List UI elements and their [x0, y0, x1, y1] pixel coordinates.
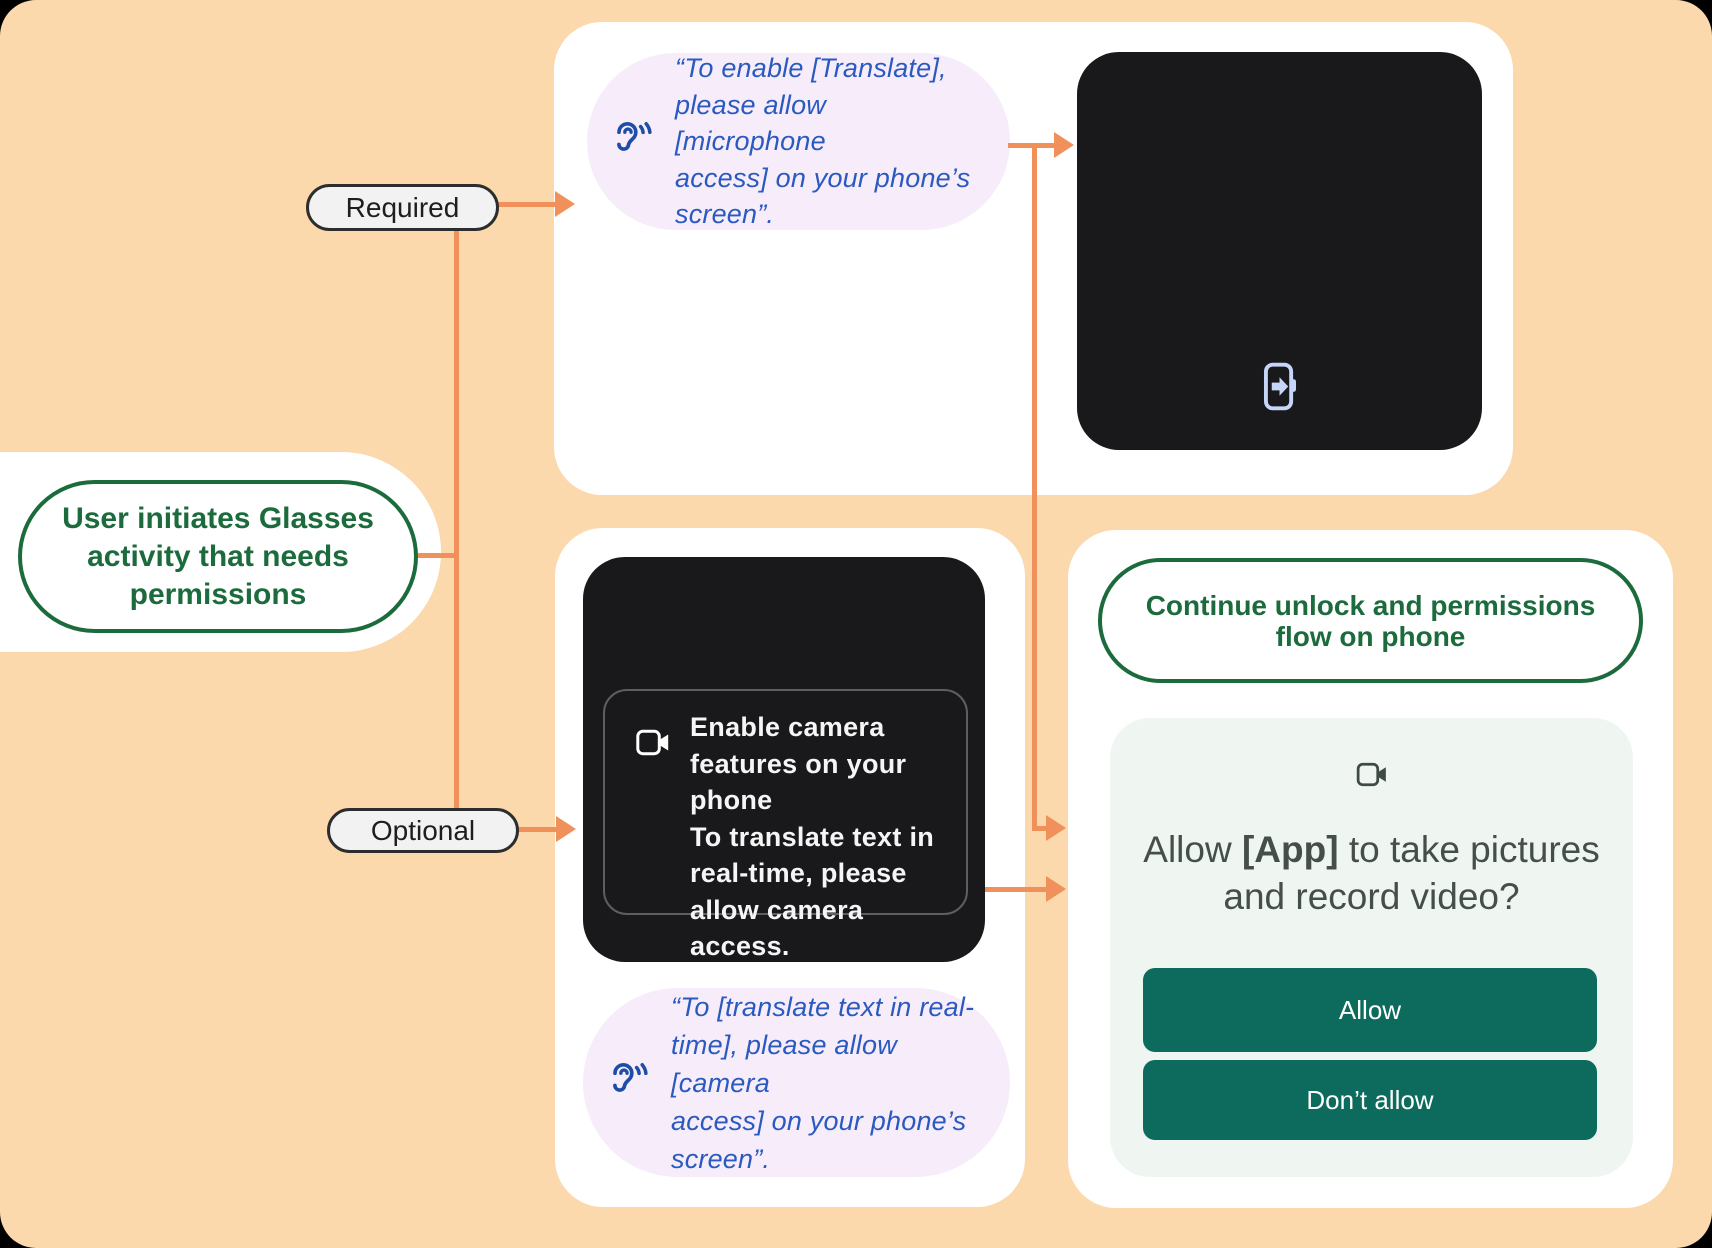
connector-mic-to-glasses-arrowhead — [1054, 132, 1074, 158]
connector-branch-vertical — [454, 230, 459, 810]
dont-allow-button[interactable]: Don’t allow — [1143, 1060, 1597, 1140]
hearing-icon — [609, 1060, 649, 1105]
connector-mic-to-phone-elbow — [1032, 826, 1046, 831]
camera-speech-bubble — [583, 988, 1010, 1177]
phone-flow-card — [1068, 530, 1673, 1208]
glasses-screen-blank — [1077, 52, 1482, 450]
videocam-icon — [636, 729, 670, 761]
connector-optional-arrowhead — [556, 816, 576, 842]
hearing-icon — [613, 119, 653, 164]
videocam-icon — [1356, 762, 1387, 792]
required-label-pill: Required — [306, 184, 499, 231]
allow-button[interactable]: Allow — [1143, 968, 1597, 1052]
continue-on-phone-node: Continue unlock and permissions flow on phone — [1098, 558, 1643, 683]
start-node: User initiates Glasses activity that needs permissions — [18, 480, 418, 633]
connector-start-to-branch — [418, 553, 458, 558]
permission-prompt: Allow [App] to take pictures and record video? — [1143, 829, 1600, 917]
connector-camera-to-phone-line — [985, 887, 1046, 892]
glasses-notification-text: Enable camera features on your phone To translate text in real-time, please allow camera access. — [690, 712, 935, 961]
connector-required-line — [498, 202, 555, 207]
connector-required-arrowhead — [555, 191, 575, 217]
optional-label-pill: Optional — [327, 808, 519, 853]
camera-speech-text: “To [translate text in real- time], please allow [camera access] on your phone’s screen”. — [671, 991, 975, 1174]
glasses-notification-frame — [603, 689, 968, 961]
mic-speech-bubble — [587, 53, 1010, 230]
connector-mic-to-phone-vertical — [1032, 143, 1037, 831]
phone-permission-dialog — [1110, 718, 1633, 1177]
glasses-screen-camera — [583, 557, 985, 962]
connector-camera-to-phone-arrowhead — [1046, 876, 1066, 902]
connector-mic-to-phone-arrowhead — [1046, 815, 1066, 841]
connector-mic-to-glasses-line — [1008, 143, 1054, 148]
camera-flow-card — [555, 528, 1025, 1207]
mic-speech-text: “To enable [Translate], please allow [microphone access] on your phone’s screen”. — [675, 53, 971, 230]
send-to-phone-icon — [1263, 362, 1296, 416]
connector-optional-line — [518, 827, 556, 832]
